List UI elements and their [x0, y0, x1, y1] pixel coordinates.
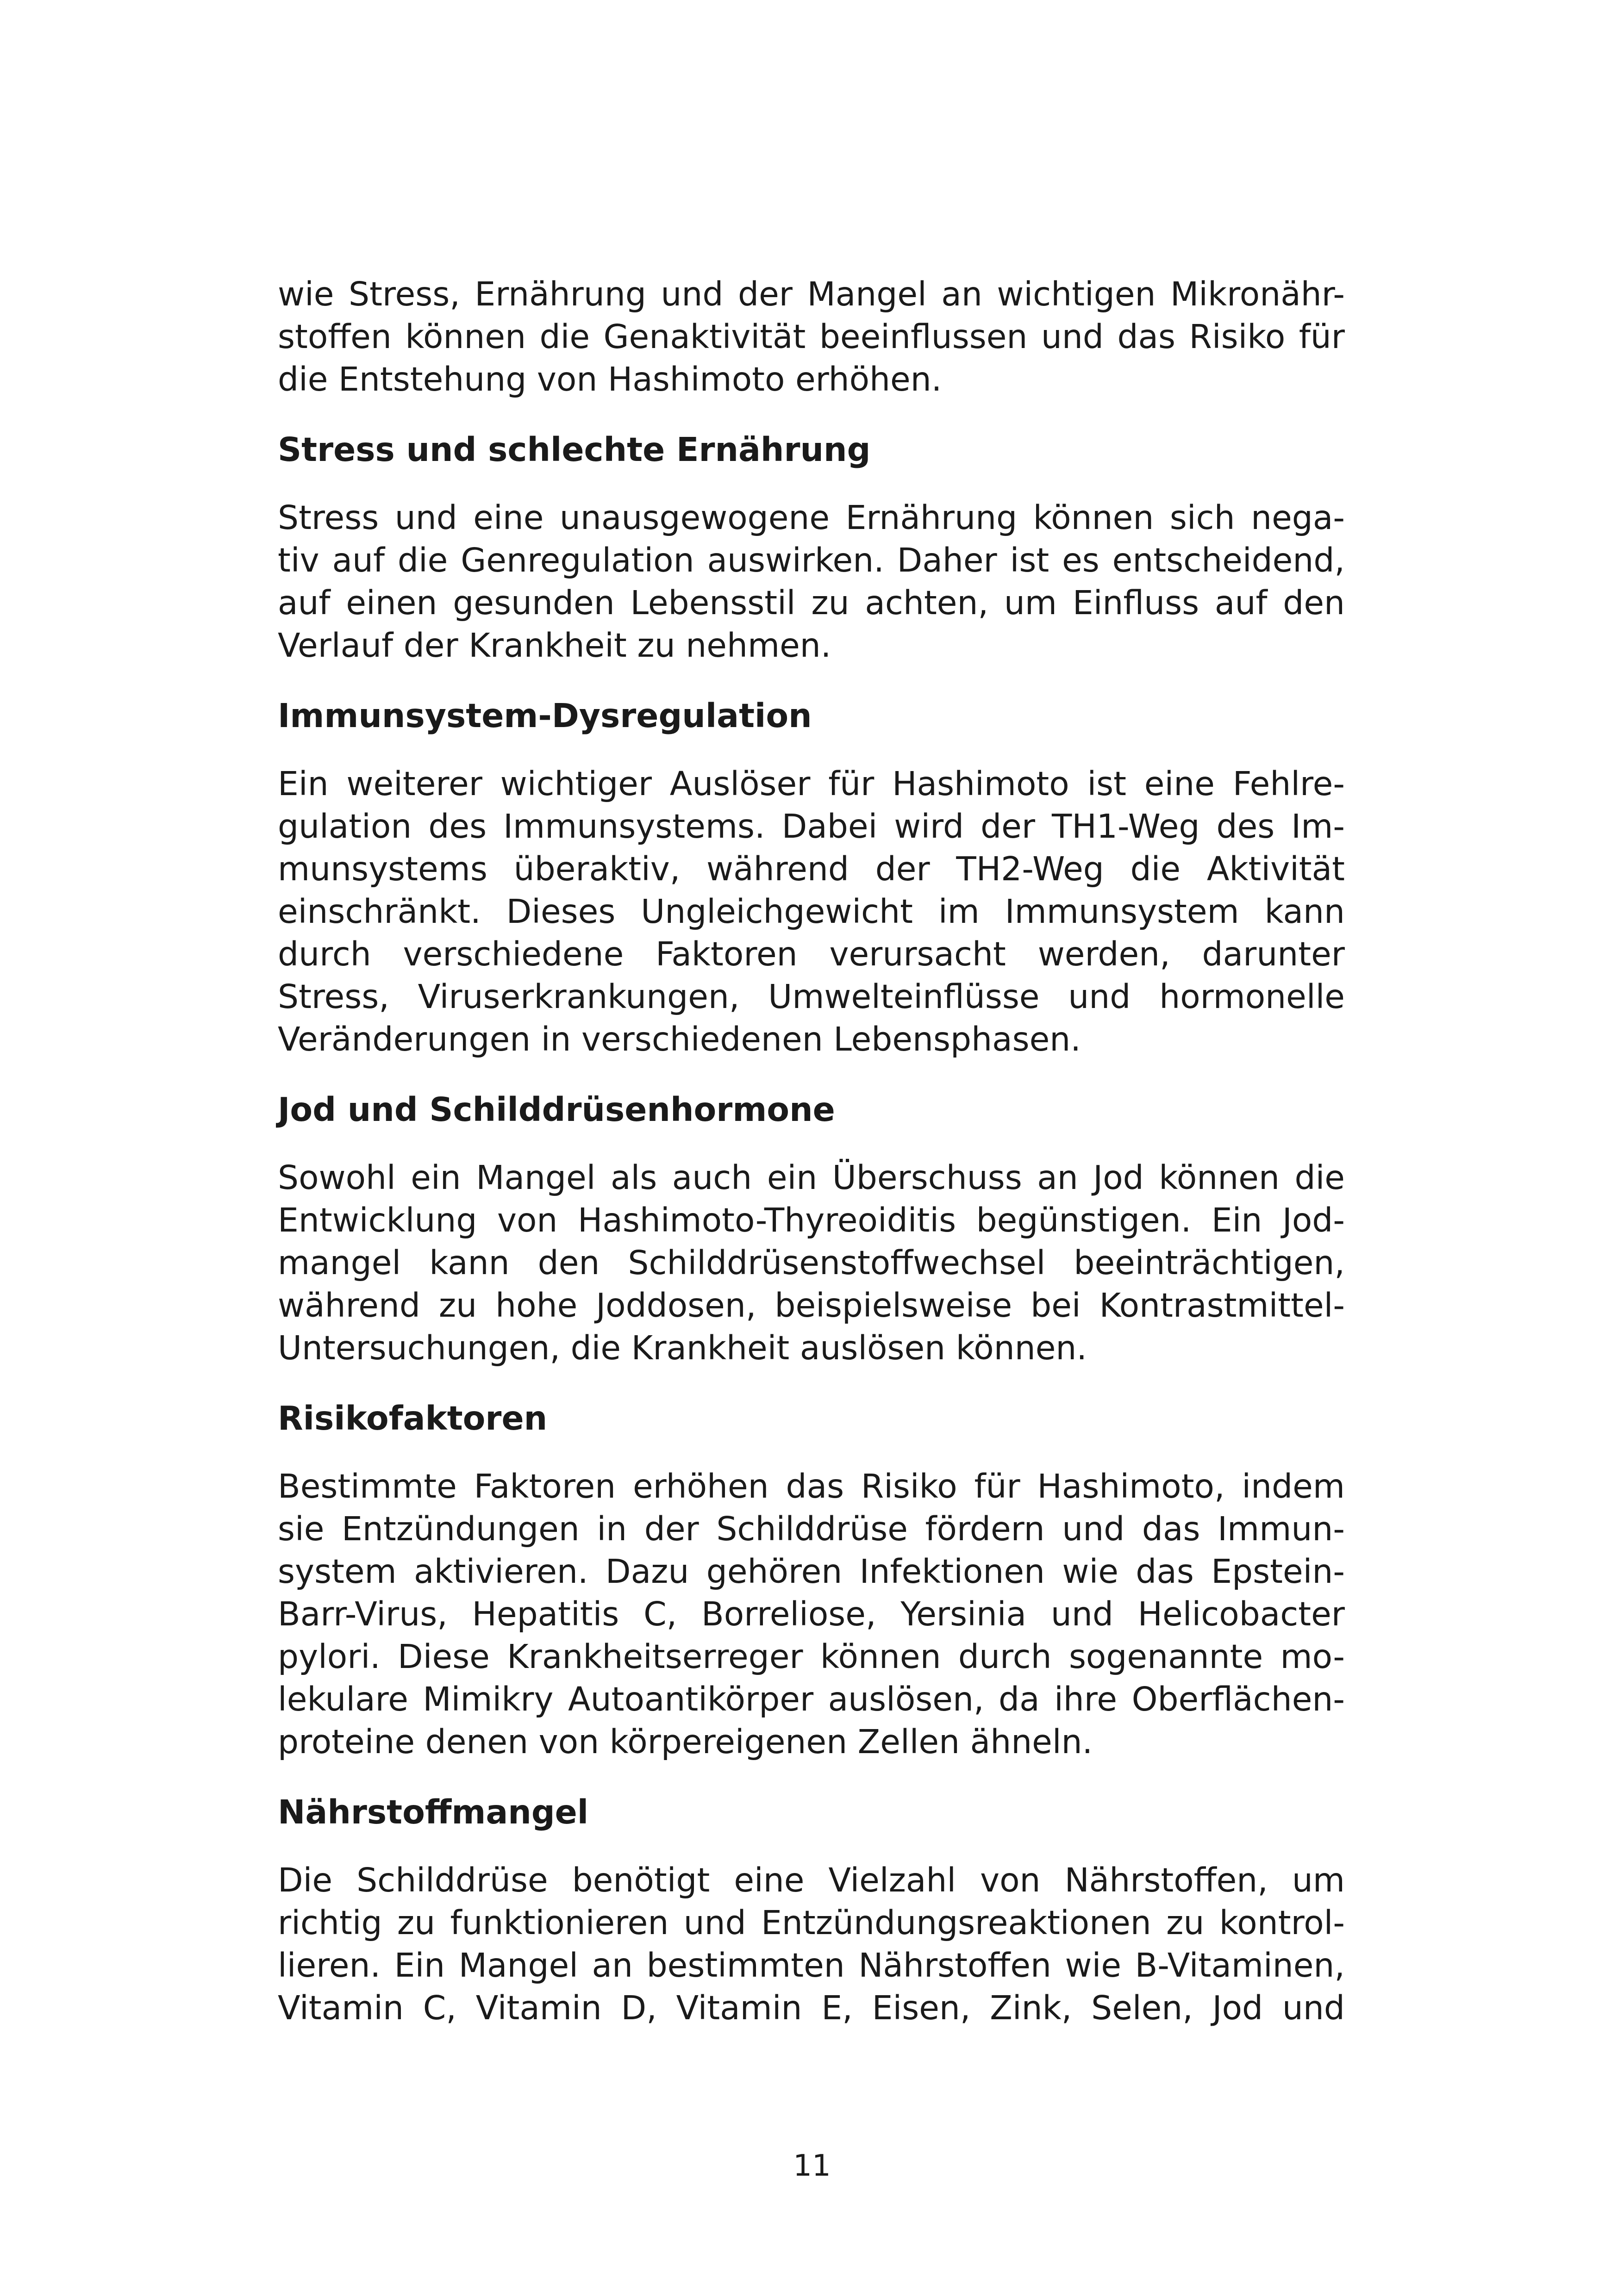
paragraph-line: Die Schilddrüse benötigt eine Vielzahl von Nährstoffen, um — [278, 1861, 1345, 1899]
paragraph-line: Untersuchungen, die Krankheit auslösen können. — [278, 1329, 1087, 1367]
section-heading-jod: Jod und Schilddrüsenhormone — [278, 1090, 835, 1129]
intro-line: die Entstehung von Hashimoto erhöhen. — [278, 360, 942, 398]
paragraph-line: pylori. Diese Krankheitserreger können durch sogenannte mo- — [278, 1637, 1345, 1676]
intro-paragraph — [278, 273, 1345, 401]
section-paragraph-jod — [278, 1157, 1345, 1369]
section-paragraph-stress — [278, 497, 1345, 667]
paragraph-line: system aktivieren. Dazu gehören Infektionen wie das Epstein- — [278, 1552, 1345, 1591]
paragraph-line: Sowohl ein Mangel als auch ein Überschuss an Jod können die — [278, 1158, 1345, 1197]
paragraph-line: Verlauf der Krankheit zu nehmen. — [278, 626, 831, 665]
paragraph-line: lekulare Mimikry Autoantikörper auslösen, da ihre Oberflächen- — [278, 1680, 1345, 1718]
paragraph-line: während zu hohe Joddosen, beispielsweise bei Kontrastmittel- — [278, 1286, 1345, 1325]
page-number: 11 — [793, 2149, 831, 2183]
section-heading-stress: Stress und schlechte Ernährung — [278, 430, 871, 469]
paragraph-line: sie Entzündungen in der Schilddrüse fördern und das Immun- — [278, 1510, 1345, 1548]
paragraph-line: Veränderungen in verschiedenen Lebensphasen. — [278, 1020, 1081, 1058]
paragraph-line: auf einen gesunden Lebensstil zu achten, um Einfluss auf den — [278, 584, 1345, 622]
paragraph-line: proteine denen von körpereigenen Zellen ähneln. — [278, 1723, 1093, 1761]
intro-line: wie Stress, Ernährung und der Mangel an wichtigen Mikronähr- — [278, 275, 1345, 313]
paragraph-line: Entwicklung von Hashimoto-Thyreoiditis begünstigen. Ein Jod- — [278, 1201, 1345, 1239]
paragraph-line: Bestimmte Faktoren erhöhen das Risiko für Hashimoto, indem — [278, 1467, 1345, 1506]
section-paragraph-risikofaktoren — [278, 1465, 1345, 1763]
paragraph-line: Vitamin C, Vitamin D, Vitamin E, Eisen, Zink, Selen, Jod und — [278, 1989, 1345, 2027]
paragraph-line: Stress und eine unausgewogene Ernährung können sich nega- — [278, 498, 1345, 537]
page-body — [278, 273, 1345, 2029]
paragraph-line: mangel kann den Schilddrüsenstoffwechsel beeinträchtigen, — [278, 1244, 1345, 1282]
paragraph-line: einschränkt. Dieses Ungleichgewicht im Immunsystem kann — [278, 892, 1345, 931]
paragraph-line: gulation des Immunsystems. Dabei wird der TH1-Weg des Im- — [278, 807, 1345, 846]
section-paragraph-naehrstoffmangel — [278, 1859, 1345, 2029]
section-heading-immunsystem: Immunsystem-Dysregulation — [278, 697, 812, 735]
paragraph-line: Stress, Viruserkrankungen, Umwelteinflüsse und hormonelle — [278, 977, 1345, 1016]
paragraph-line: durch verschiedene Faktoren verursacht werden, darunter — [278, 935, 1345, 973]
paragraph-line: richtig zu funktionieren und Entzündungsreaktionen zu kontrol- — [278, 1904, 1345, 1942]
section-heading-naehrstoffmangel: Nährstoffmangel — [278, 1793, 589, 1831]
intro-line: stoffen können die Genaktivität beeinflussen und das Risiko für — [278, 317, 1345, 356]
section-paragraph-immunsystem — [278, 763, 1345, 1061]
paragraph-line: Ein weiterer wichtiger Auslöser für Hashimoto ist eine Fehlre- — [278, 765, 1345, 803]
paragraph-line: munsystems überaktiv, während der TH2-Weg die Aktivität — [278, 850, 1345, 888]
paragraph-line: lieren. Ein Mangel an bestimmten Nährstoffen wie B-Vitaminen, — [278, 1946, 1345, 1985]
paragraph-line: Barr-Virus, Hepatitis C, Borreliose, Yersinia und Helicobacter — [278, 1595, 1345, 1633]
paragraph-line: tiv auf die Genregulation auswirken. Daher ist es entscheidend, — [278, 541, 1345, 579]
section-heading-risikofaktoren: Risikofaktoren — [278, 1399, 548, 1437]
